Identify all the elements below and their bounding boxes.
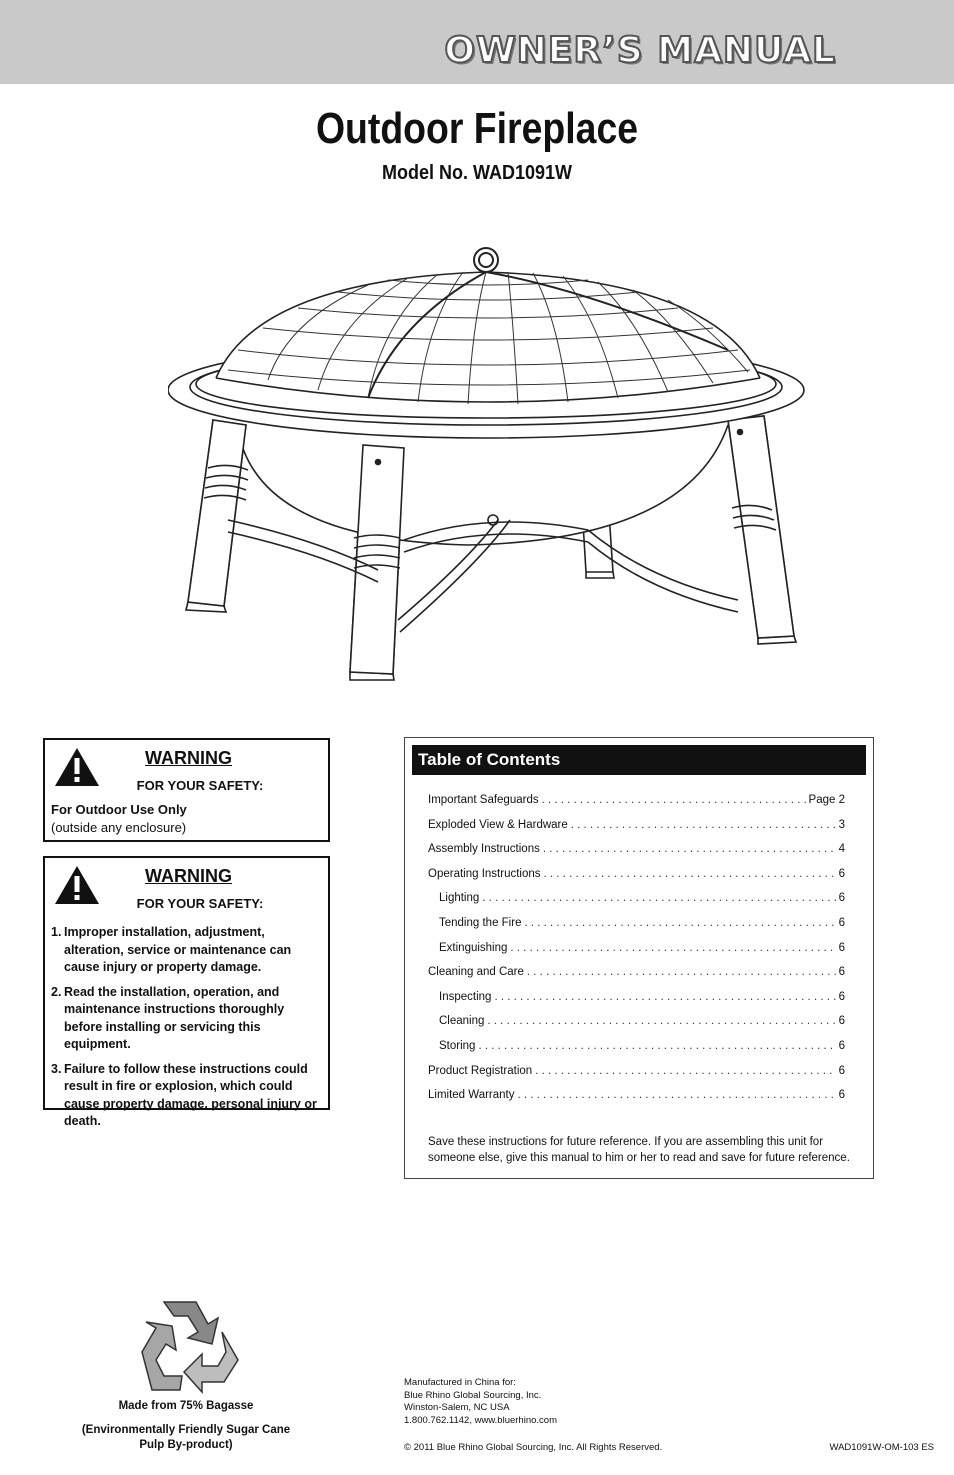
toc-entry: Limited Warranty . . . 6 <box>428 1089 845 1114</box>
warning-box-outdoor-use <box>43 738 330 842</box>
toc-entry: Cleaning and Care . . . 6 <box>428 966 845 991</box>
warning-heading: WARNING <box>145 866 232 886</box>
manufacturer-line: Manufactured in China for: <box>404 1377 516 1388</box>
warning-list-item: 3. Failure to follow these instructions could result in fire or explosion, which could cause property damage, personal injury or death. <box>51 1061 317 1128</box>
warning-list <box>51 924 323 1138</box>
fire-pit-illustration <box>168 240 808 688</box>
toc-subentry: Extinguishing . . . 6 <box>428 942 845 967</box>
toc-entry: Product Registration . . . 6 <box>428 1065 845 1090</box>
recycle-note-material: Made from 75% Bagasse <box>118 1400 254 1412</box>
table-of-contents <box>404 737 874 1179</box>
copyright-notice: © 2011 Blue Rhino Global Sourcing, Inc. All Rights Reserved. <box>404 1442 663 1453</box>
toc-list <box>428 794 845 1114</box>
toc-subentry: Cleaning . . . 6 <box>428 1015 845 1040</box>
warning-subheading: FOR YOUR SAFETY: <box>136 896 264 911</box>
document-title: Outdoor Fireplace <box>315 104 639 153</box>
toc-subentry: Tending the Fire . . . 6 <box>428 917 845 942</box>
warning-box-installation <box>43 856 330 1128</box>
toc-entry: Important Safeguards . . . Page 2 <box>428 794 845 819</box>
warning-text-bold: For Outdoor Use Only <box>51 802 187 817</box>
manual-banner-title: OWNER’S MANUAL <box>444 30 836 71</box>
warning-text: (outside any enclosure) <box>51 820 187 835</box>
toc-subentry: Storing . . . 6 <box>428 1040 845 1065</box>
toc-heading: Table of Contents <box>412 745 866 775</box>
manufacturer-line: Blue Rhino Global Sourcing, Inc. <box>404 1389 542 1401</box>
toc-note: Save these instructions for future reference. If you are assembling this unit for someone else, give this manual to him or her to read and save for future reference. <box>428 1136 850 1164</box>
toc-subentry: Inspecting . . . 6 <box>428 991 845 1016</box>
manufacturer-line: 1.800.762.1142, www.bluerhino.com <box>404 1414 557 1426</box>
manufacturer-info <box>404 1377 557 1427</box>
document-code: WAD1091W-OM-103 ES <box>829 1442 934 1453</box>
manufacturer-line: Winston-Salem, NC USA <box>404 1402 510 1413</box>
toc-entry: Exploded View & Hardware . . . 3 <box>428 819 845 844</box>
recycle-icon <box>134 1294 240 1394</box>
header-banner <box>0 0 954 84</box>
toc-subentry: Lighting . . . 6 <box>428 892 845 917</box>
recycle-note-description: (Environmentally Friendly Sugar Cane Pulp By-product) <box>81 1424 291 1451</box>
toc-entry: Assembly Instructions . . . 4 <box>428 843 845 868</box>
warning-list-item: 2. Read the installation, operation, and maintenance instructions thoroughly before installing or servicing this equipment. <box>51 984 285 1051</box>
model-number: Model No. WAD1091W <box>381 162 573 184</box>
warning-heading: WARNING <box>145 748 232 768</box>
warning-list-item: 1. Improper installation, adjustment, alteration, service or maintenance can cause injury or property damage. <box>51 925 292 974</box>
toc-entry: Operating Instructions . . . 6 <box>428 868 845 893</box>
warning-subheading: FOR YOUR SAFETY: <box>136 778 264 793</box>
